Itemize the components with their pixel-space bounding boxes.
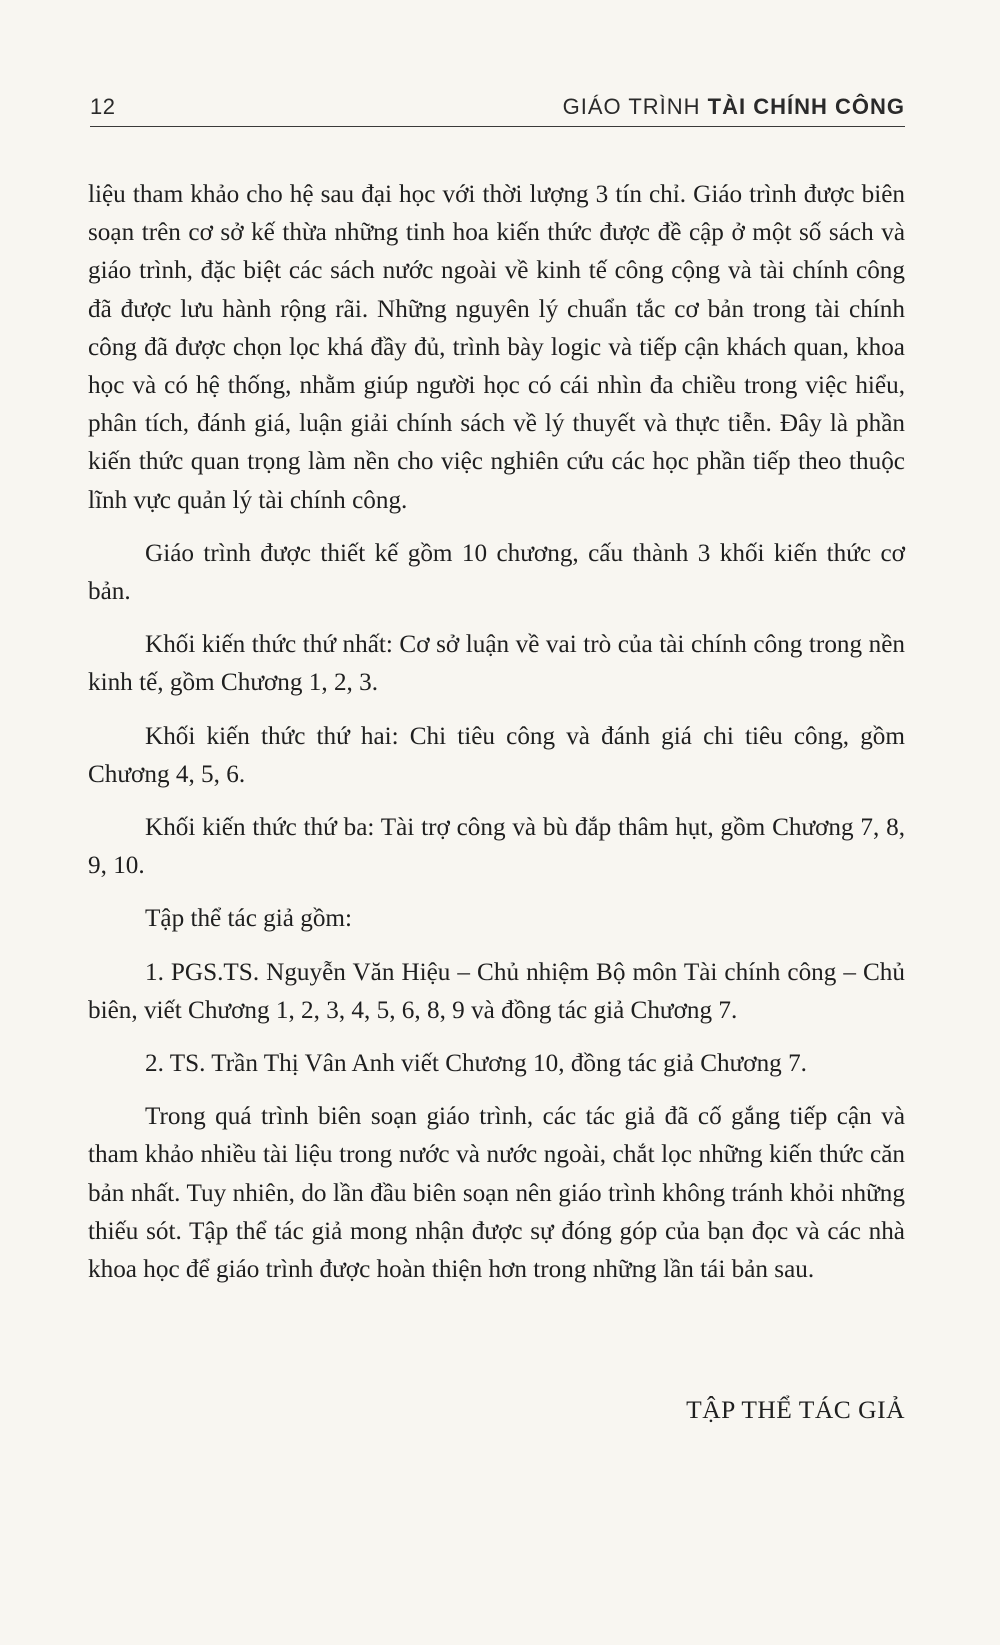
paragraph-block-two: Khối kiến thức thứ hai: Chi tiêu công và đánh giá chi tiêu công, gồm Chương 4, 5, 6. — [88, 722, 905, 788]
paragraph-author-two: 2. TS. Trần Thị Vân Anh viết Chương 10, đồng tác giả Chương 7. — [145, 1050, 807, 1078]
paragraph-author-one: 1. PGS.TS. Nguyễn Văn Hiệu – Chủ nhiệm Bộ môn Tài chính công – Chủ biên, viết Chương 1, 2, 3, 4, 5, 6, 8, 9 và đồng tác giả Chương 7. — [88, 958, 905, 1024]
running-title-main: TÀI CHÍNH CÔNG — [707, 94, 905, 119]
running-title — [563, 94, 905, 120]
running-header — [90, 92, 905, 127]
paragraph-closing: Trong quá trình biên soạn giáo trình, các tác giả đã cố gắng tiếp cận và tham khảo nhiều tài liệu trong nước và nước ngoài, chắt lọc những kiến thức căn bản nhất. Tuy nhiên, do lần đầu biên soạn nên giáo trình không tránh khỏi những thiếu sót. Tập thể tác giả mong nhận được sự đóng góp của bạn đọc và các nhà khoa học để giáo trình được hoàn thiện hơn trong những lần tái bản sau. — [88, 1103, 905, 1284]
paragraph-continuation: liệu tham khảo cho hệ sau đại học với thời lượng 3 tín chỉ. Giáo trình được biên soạn trên cơ sở kế thừa những tinh hoa kiến thức được đề cập ở một số sách và giáo trình, đặc biệt các sách nước ngoài về kinh tế công cộng và tài chính công đã được lưu hành rộng rãi. Những nguyên lý chuẩn tắc cơ bản trong tài chính công đã được chọn lọc khá đầy đủ, trình bày logic và tiếp cận khách quan, khoa học và có hệ thống, nhằm giúp người học có cái nhìn đa chiều trong việc hiểu, phân tích, đánh giá, luận giải chính sách về lý thuyết và thực tiễn. Đây là phần kiến thức quan trọng làm nền cho việc nghiên cứu các học phần tiếp theo thuộc lĩnh vực quản lý tài chính công. — [88, 181, 905, 514]
running-title-prefix: GIÁO TRÌNH — [562, 94, 708, 119]
paragraph-block-one: Khối kiến thức thứ nhất: Cơ sở luận về vai trò của tài chính công trong nền kinh tế, gồm Chương 1, 2, 3. — [88, 631, 905, 697]
page-number: 12 — [90, 94, 116, 119]
paragraph-block-three: Khối kiến thức thứ ba: Tài trợ công và bù đắp thâm hụt, gồm Chương 7, 8, 9, 10. — [88, 814, 905, 880]
body-text — [88, 176, 905, 1289]
signature: TẬP THỂ TÁC GIẢ — [686, 1395, 905, 1424]
paragraph-authors-intro: Tập thể tác giả gồm: — [145, 905, 353, 933]
paragraph-structure: Giáo trình được thiết kế gồm 10 chương, cấu thành 3 khối kiến thức cơ bản. — [88, 539, 905, 606]
